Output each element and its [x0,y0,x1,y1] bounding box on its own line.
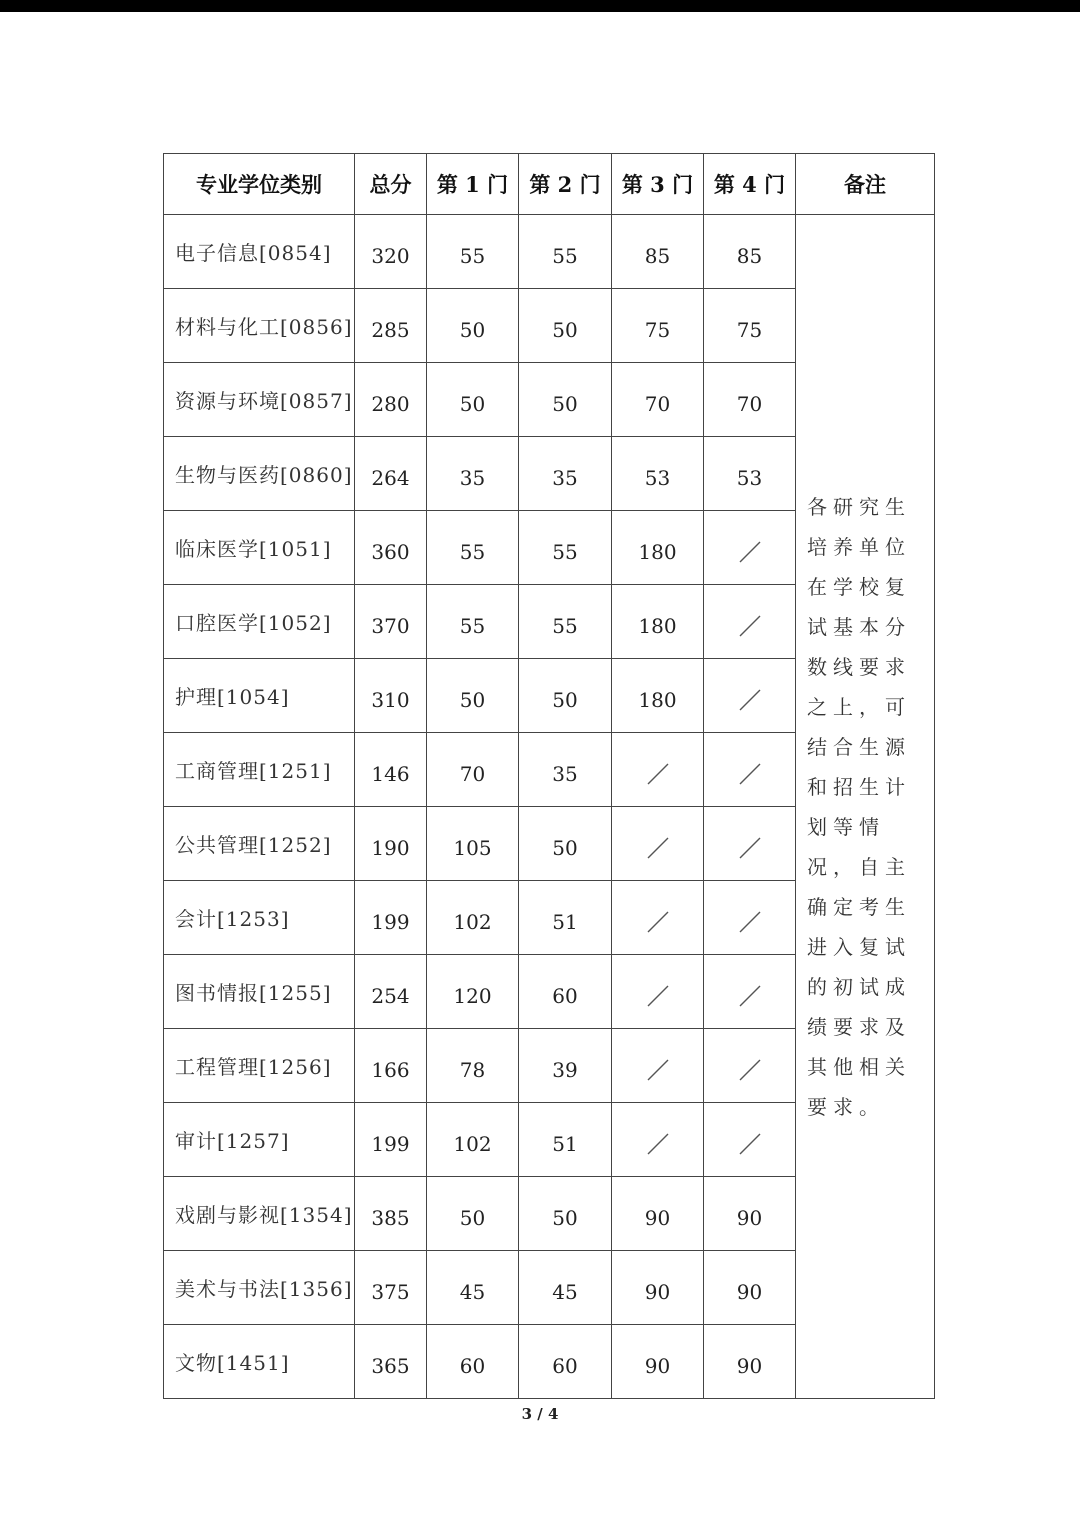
degree-category: 生物与医药[0860] [164,437,355,511]
subject-3-score: 53 [612,437,704,511]
subject-4-score: 90 [704,1177,796,1251]
subject-3-score: 180 [612,511,704,585]
total-score: 254 [355,955,427,1029]
subject-3-score: 90 [612,1325,704,1399]
subject-1-score: 45 [427,1251,519,1325]
subject-1-score: 35 [427,437,519,511]
total-score: 360 [355,511,427,585]
subject-3-score: 85 [612,215,704,289]
subject-1-score: 60 [427,1325,519,1399]
total-score: 370 [355,585,427,659]
degree-category: 资源与环境[0857] [164,363,355,437]
subject-2-score: 55 [519,215,612,289]
subject-2-score: 60 [519,1325,612,1399]
top-bar [0,0,1080,12]
subject-4-score [704,1029,796,1103]
degree-category: 口腔医学[1052] [164,585,355,659]
subject-3-score: 70 [612,363,704,437]
total-score: 264 [355,437,427,511]
slash-icon [646,984,670,1008]
subject-3-score [612,1029,704,1103]
score-table [163,153,935,1399]
note-cell: 各研究生培养单位在学校复试基本分数线要求之上，可结合生源和招生计划等情况，自主确定考生进入复试的初试成绩要求及其他相关要求。 [796,215,935,1399]
header-subject-4: 第 4 门 [704,154,796,215]
degree-category: 文物[1451] [164,1325,355,1399]
header-total: 总分 [355,154,427,215]
slash-icon [738,688,762,712]
total-score: 365 [355,1325,427,1399]
total-score: 320 [355,215,427,289]
slash-icon [738,984,762,1008]
subject-2-score: 51 [519,881,612,955]
subject-2-score: 51 [519,1103,612,1177]
degree-category: 图书情报[1255] [164,955,355,1029]
subject-4-score: 75 [704,289,796,363]
subject-1-score: 102 [427,881,519,955]
subject-1-score: 55 [427,215,519,289]
header-subject-3: 第 3 门 [612,154,704,215]
subject-1-score: 50 [427,363,519,437]
degree-category: 美术与书法[1356] [164,1251,355,1325]
degree-category: 会计[1253] [164,881,355,955]
subject-4-score [704,659,796,733]
subject-2-score: 55 [519,585,612,659]
total-score: 199 [355,881,427,955]
total-score: 199 [355,1103,427,1177]
subject-3-score [612,733,704,807]
degree-category: 临床医学[1051] [164,511,355,585]
subject-3-score [612,955,704,1029]
subject-3-score [612,1103,704,1177]
degree-category: 审计[1257] [164,1103,355,1177]
total-score: 166 [355,1029,427,1103]
subject-1-score: 70 [427,733,519,807]
subject-1-score: 78 [427,1029,519,1103]
subject-4-score: 90 [704,1325,796,1399]
slash-icon [738,762,762,786]
total-score: 146 [355,733,427,807]
header-subject-1: 第 1 门 [427,154,519,215]
subject-4-score [704,955,796,1029]
slash-icon [646,1058,670,1082]
page-number: 3 / 4 [521,1405,559,1423]
degree-category: 公共管理[1252] [164,807,355,881]
subject-2-score: 60 [519,955,612,1029]
degree-category: 戏剧与影视[1354] [164,1177,355,1251]
slash-icon [646,762,670,786]
total-score: 385 [355,1177,427,1251]
total-score: 310 [355,659,427,733]
subject-3-score: 75 [612,289,704,363]
subject-3-score: 90 [612,1251,704,1325]
subject-2-score: 39 [519,1029,612,1103]
subject-1-score: 55 [427,585,519,659]
subject-2-score: 35 [519,733,612,807]
slash-icon [646,910,670,934]
subject-4-score: 53 [704,437,796,511]
subject-4-score [704,807,796,881]
slash-icon [646,1132,670,1156]
slash-icon [738,910,762,934]
subject-2-score: 50 [519,363,612,437]
subject-1-score: 120 [427,955,519,1029]
slash-icon [738,836,762,860]
slash-icon [738,1058,762,1082]
subject-1-score: 55 [427,511,519,585]
degree-category: 电子信息[0854] [164,215,355,289]
header-note: 备注 [796,154,935,215]
total-score: 375 [355,1251,427,1325]
degree-category: 材料与化工[0856] [164,289,355,363]
slash-icon [738,1132,762,1156]
subject-4-score: 85 [704,215,796,289]
subject-3-score [612,881,704,955]
subject-4-score [704,585,796,659]
slash-icon [738,540,762,564]
subject-1-score: 50 [427,659,519,733]
table-body [164,215,935,1399]
subject-1-score: 50 [427,289,519,363]
subject-4-score [704,511,796,585]
total-score: 280 [355,363,427,437]
degree-category: 工程管理[1256] [164,1029,355,1103]
subject-2-score: 45 [519,1251,612,1325]
degree-category: 护理[1054] [164,659,355,733]
subject-2-score: 50 [519,659,612,733]
total-score: 285 [355,289,427,363]
header-subject-2: 第 2 门 [519,154,612,215]
header-category: 专业学位类别 [164,154,355,215]
subject-3-score: 90 [612,1177,704,1251]
table-row [164,215,935,289]
subject-3-score: 180 [612,659,704,733]
subject-3-score [612,807,704,881]
slash-icon [646,836,670,860]
total-score: 190 [355,807,427,881]
subject-2-score: 50 [519,1177,612,1251]
subject-4-score [704,881,796,955]
slash-icon [738,614,762,638]
subject-4-score: 70 [704,363,796,437]
subject-2-score: 55 [519,511,612,585]
subject-3-score: 180 [612,585,704,659]
header-row [164,154,935,215]
subject-2-score: 50 [519,807,612,881]
subject-1-score: 105 [427,807,519,881]
subject-4-score [704,733,796,807]
subject-2-score: 50 [519,289,612,363]
degree-category: 工商管理[1251] [164,733,355,807]
subject-1-score: 50 [427,1177,519,1251]
subject-4-score [704,1103,796,1177]
subject-4-score: 90 [704,1251,796,1325]
subject-2-score: 35 [519,437,612,511]
subject-1-score: 102 [427,1103,519,1177]
